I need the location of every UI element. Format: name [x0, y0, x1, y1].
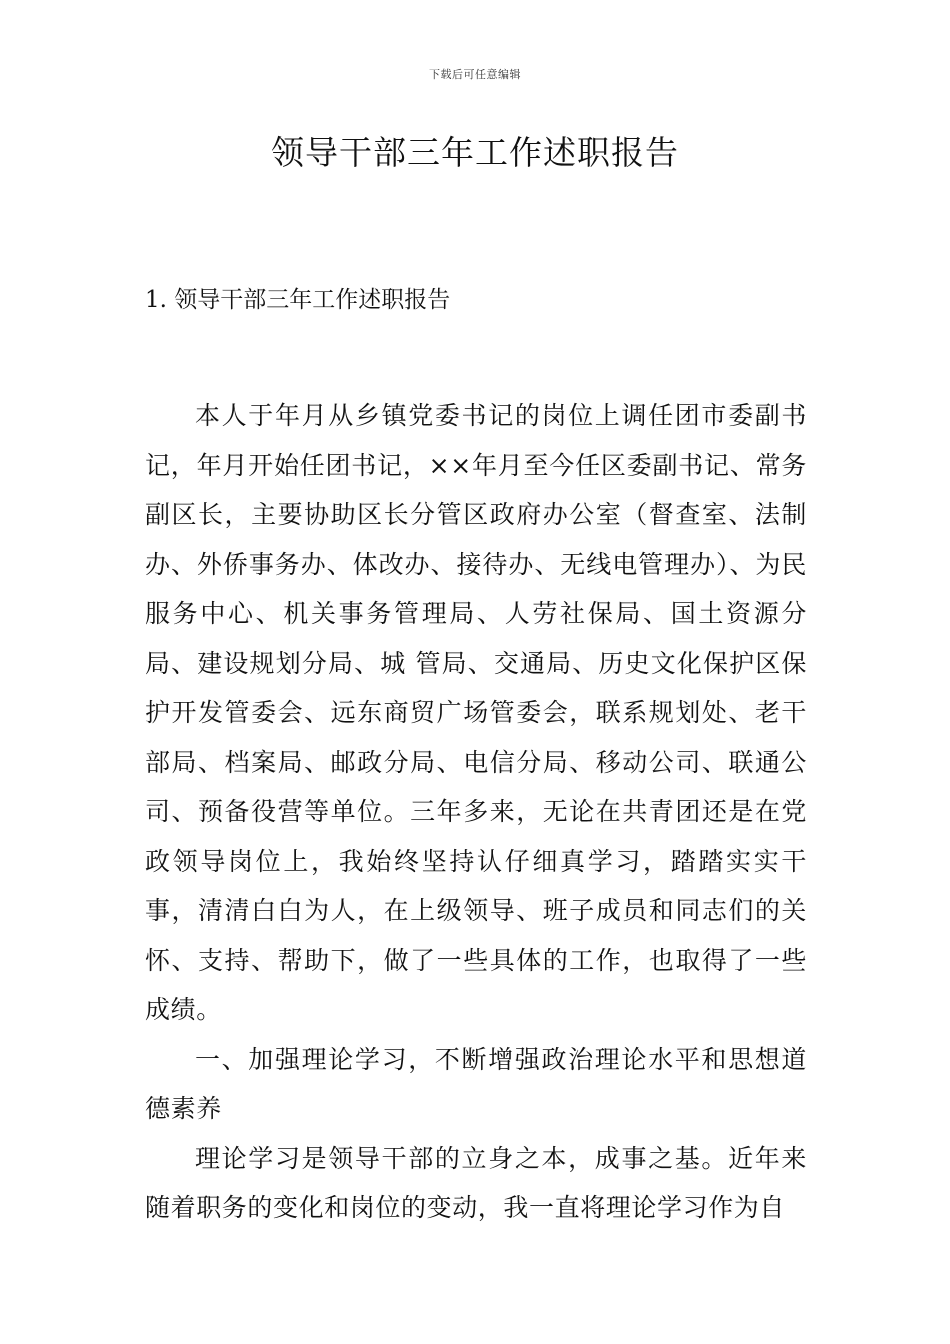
document-title: 领导干部三年工作述职报告 [271, 133, 679, 172]
header-note: 下载后可任意编辑 [429, 68, 521, 81]
document-body [145, 282, 807, 1233]
paragraph-theory-study: 理论学习是领导干部的立身之本，成事之基。近年来随着职务的变化和岗位的变动，我一直将理论学习作为自 [145, 1143, 807, 1222]
section-heading: 1. 领导干部三年工作述职报告 [145, 287, 451, 313]
paragraph-intro: 本人于年月从乡镇党委书记的岗位上调任团市委副书记，年月开始任团书记，××年月至今任区委副书记、常务副区长，主要协助区长分管区政府办公室（督查室、法制办、外侨事务办、体改办、接待办、无线电管理办）、为民服务中心、机关事务管理局、人劳社保局、国土资源分局、建设规划分局、城 管局、交通局、历史文化保护区保护开发管委会、远东商贸广场管委会，联系规划处、老干部局、档案局、邮政分局、电信分局、移动公司、联通公司、预备役营等单位。三年多来，无论在共青团还是在党政领导岗位上，我始终坚持认仔细真学习，踏踏实实干事，清清白白为人，在上级领导、班子成员和同志们的关怀、支持、帮助下，做了一些具体的工作，也取得了一些成绩。 [145, 401, 807, 1024]
paragraph-heading-one: 一、加强理论学习，不断增强政治理论水平和思想道德素养 [145, 1044, 807, 1123]
